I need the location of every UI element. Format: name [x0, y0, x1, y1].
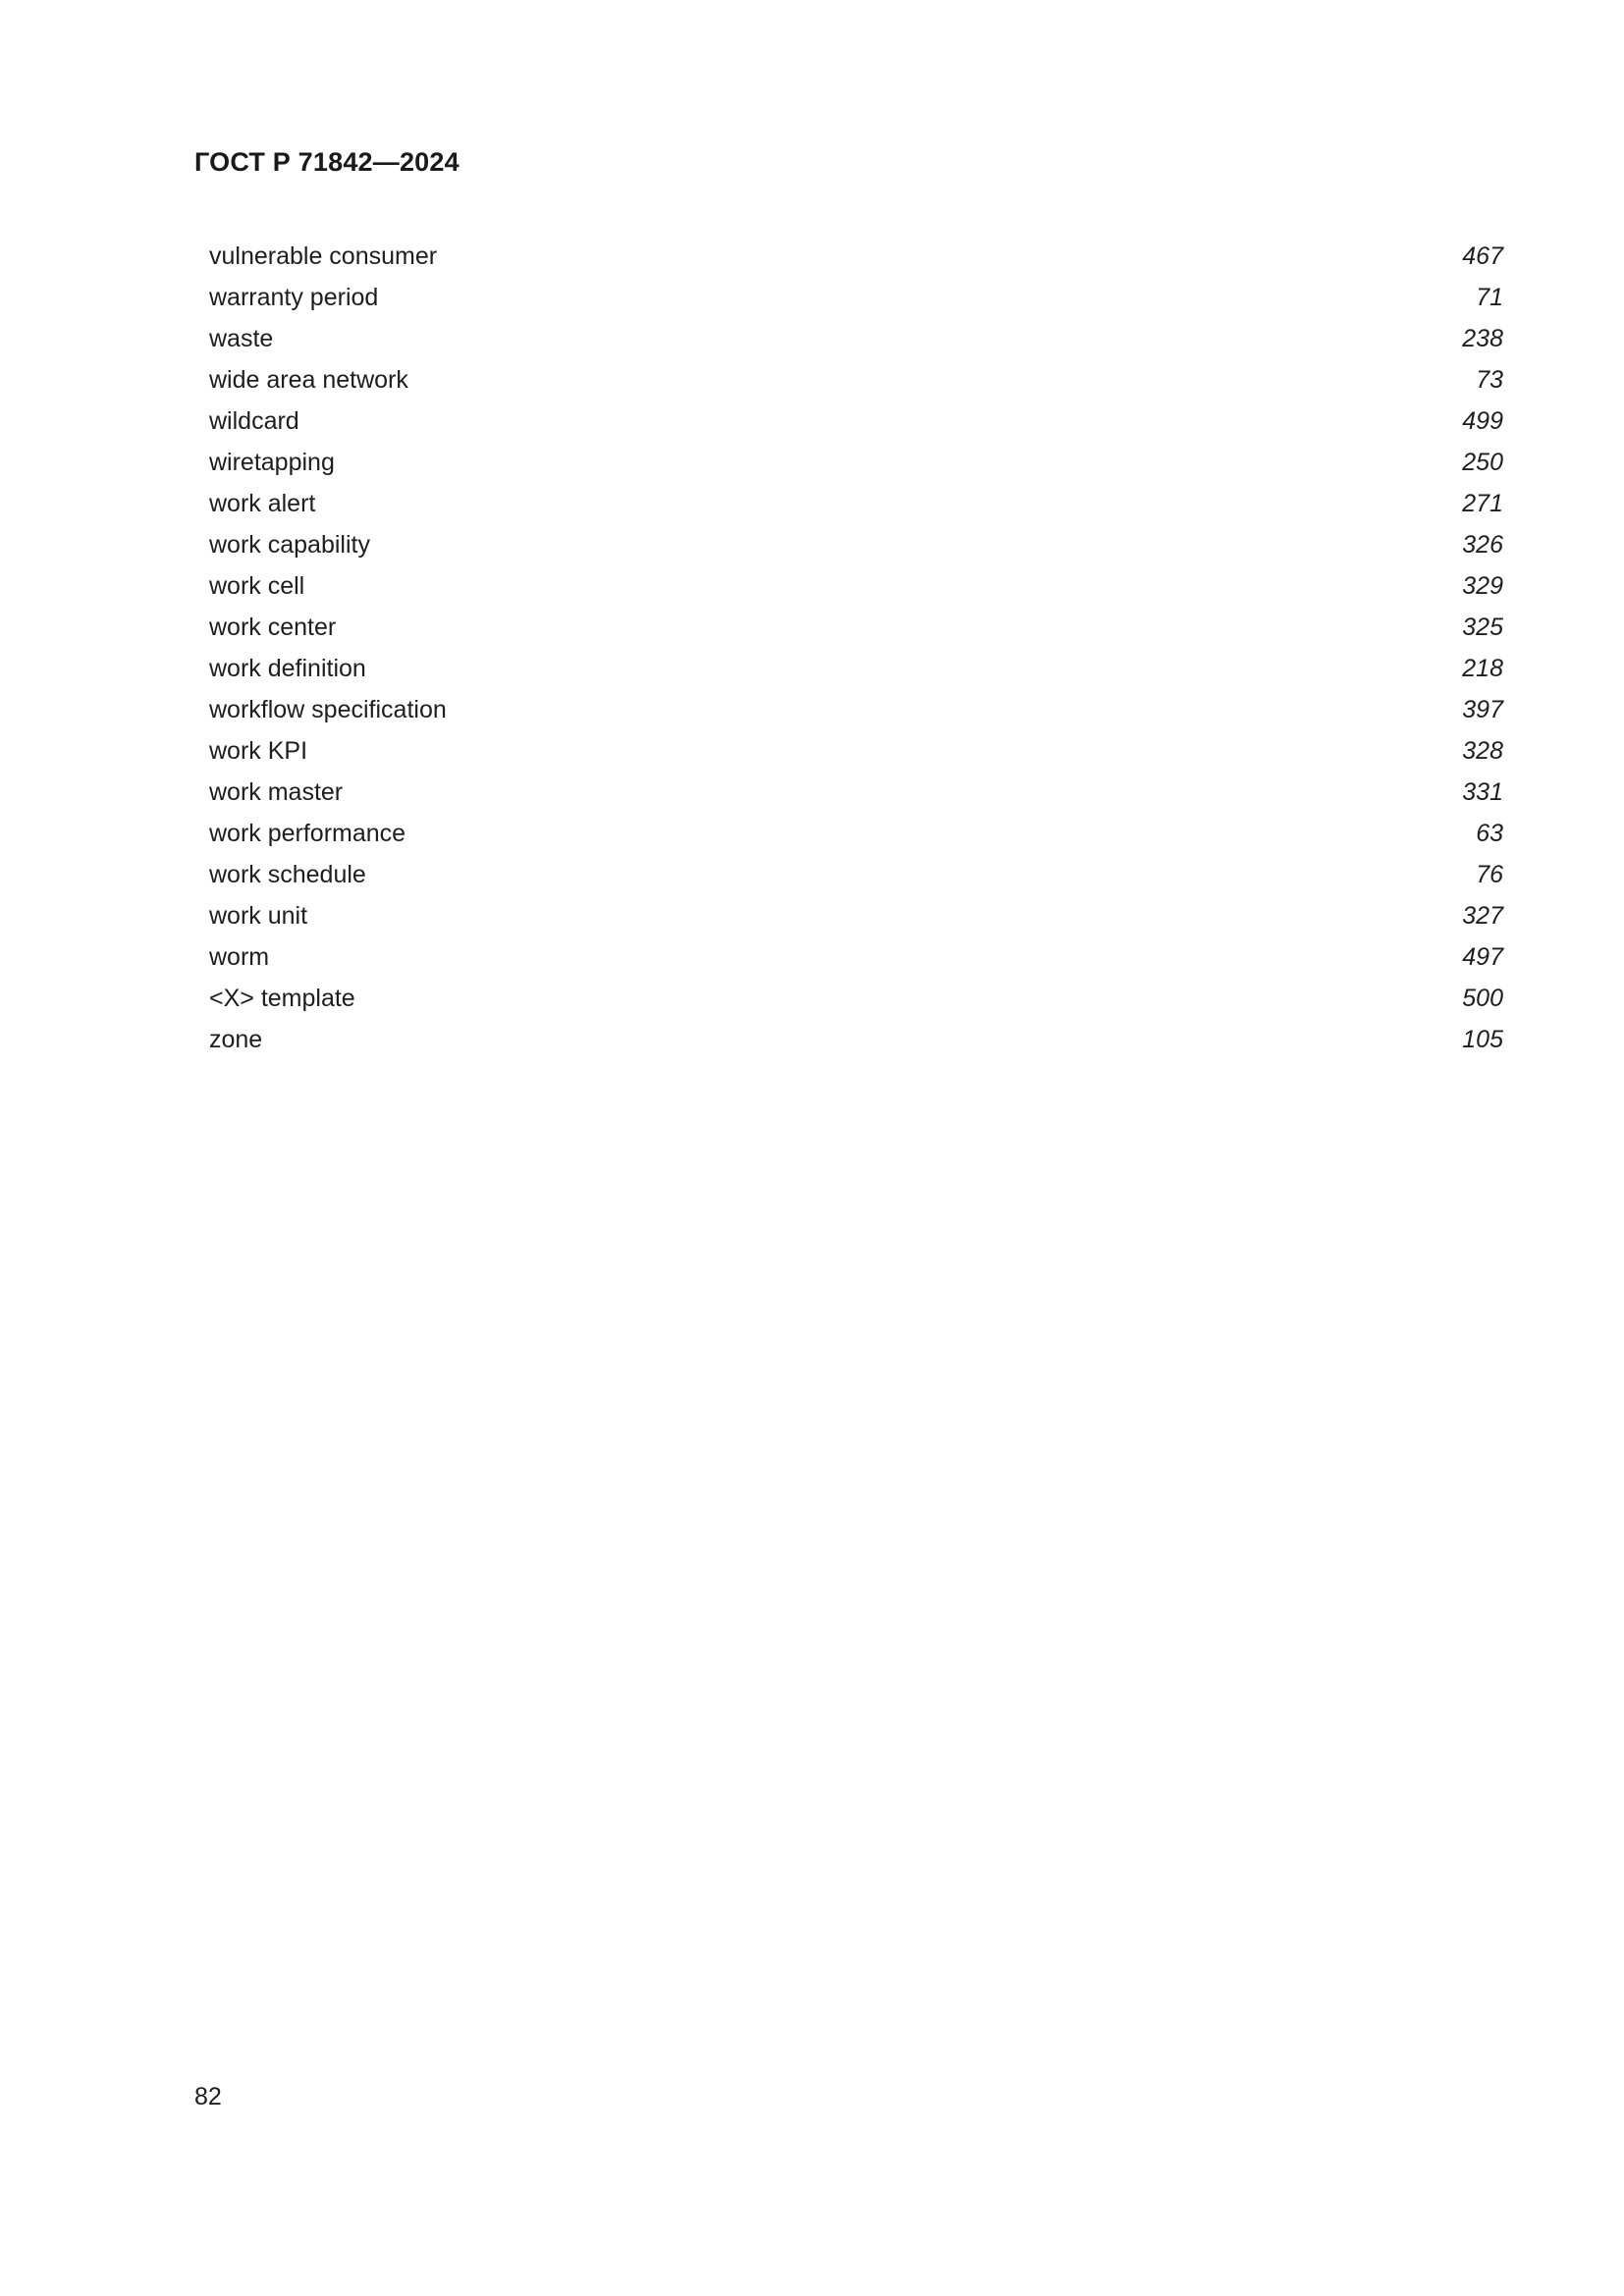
- index-term: work KPI: [209, 737, 308, 765]
- index-term: wide area network: [209, 366, 408, 394]
- index-page-ref: 238: [1462, 325, 1503, 352]
- document-header: ГОСТ Р 71842—2024: [194, 147, 460, 177]
- index-page-ref: 327: [1462, 902, 1503, 930]
- index-term: work unit: [209, 902, 308, 930]
- index-entry: [209, 730, 1503, 772]
- index-entry: [209, 772, 1503, 813]
- index-page-ref: 73: [1476, 366, 1503, 394]
- index-page-ref: 71: [1476, 284, 1503, 311]
- index-term: warranty period: [209, 284, 379, 311]
- index-entry: [209, 277, 1503, 318]
- index-entry: [209, 483, 1503, 524]
- index-entry: [209, 978, 1503, 1019]
- index-entry: [209, 1019, 1503, 1060]
- index-page-ref: 397: [1462, 696, 1503, 723]
- index-term: work center: [209, 614, 337, 641]
- index-page-ref: 329: [1462, 572, 1503, 600]
- index-page-ref: 250: [1462, 449, 1503, 476]
- index-term: work schedule: [209, 861, 366, 888]
- index-entry: [209, 936, 1503, 978]
- index-entry: [209, 648, 1503, 689]
- index-entry: [209, 236, 1503, 277]
- index-entry: [209, 607, 1503, 648]
- index-term: work alert: [209, 490, 316, 517]
- index-term: work master: [209, 778, 344, 806]
- page-number: 82: [194, 2083, 222, 2110]
- index-term: workflow specification: [209, 696, 447, 723]
- index-term: waste: [209, 325, 274, 352]
- index-entry: [209, 689, 1503, 730]
- index-term: work performance: [209, 820, 406, 847]
- index-list: [209, 236, 1503, 1060]
- index-term: vulnerable consumer: [209, 242, 438, 270]
- index-page-ref: 218: [1462, 655, 1503, 682]
- index-term: <X> template: [209, 985, 355, 1012]
- index-entry: [209, 318, 1503, 359]
- index-term: wiretapping: [209, 449, 335, 476]
- index-page-ref: 497: [1462, 943, 1503, 971]
- index-page-ref: 500: [1462, 985, 1503, 1012]
- index-entry: [209, 565, 1503, 607]
- index-entry: [209, 442, 1503, 483]
- index-term: work capability: [209, 531, 370, 559]
- index-term: work cell: [209, 572, 305, 600]
- index-page-ref: 326: [1462, 531, 1503, 559]
- index-entry: [209, 359, 1503, 400]
- index-page-ref: 105: [1462, 1026, 1503, 1053]
- index-page-ref: 76: [1476, 861, 1503, 888]
- index-term: zone: [209, 1026, 263, 1053]
- index-entry: [209, 524, 1503, 565]
- index-page-ref: 328: [1462, 737, 1503, 765]
- index-entry: [209, 400, 1503, 442]
- index-page-ref: 331: [1462, 778, 1503, 806]
- index-entry: [209, 854, 1503, 895]
- index-page-ref: 325: [1462, 614, 1503, 641]
- index-entry: [209, 895, 1503, 936]
- index-page-ref: 499: [1462, 407, 1503, 435]
- index-entry: [209, 813, 1503, 854]
- index-page-ref: 467: [1462, 242, 1503, 270]
- index-term: wildcard: [209, 407, 299, 435]
- index-term: worm: [209, 943, 270, 971]
- index-page-ref: 63: [1476, 820, 1503, 847]
- index-page-ref: 271: [1462, 490, 1503, 517]
- index-term: work definition: [209, 655, 366, 682]
